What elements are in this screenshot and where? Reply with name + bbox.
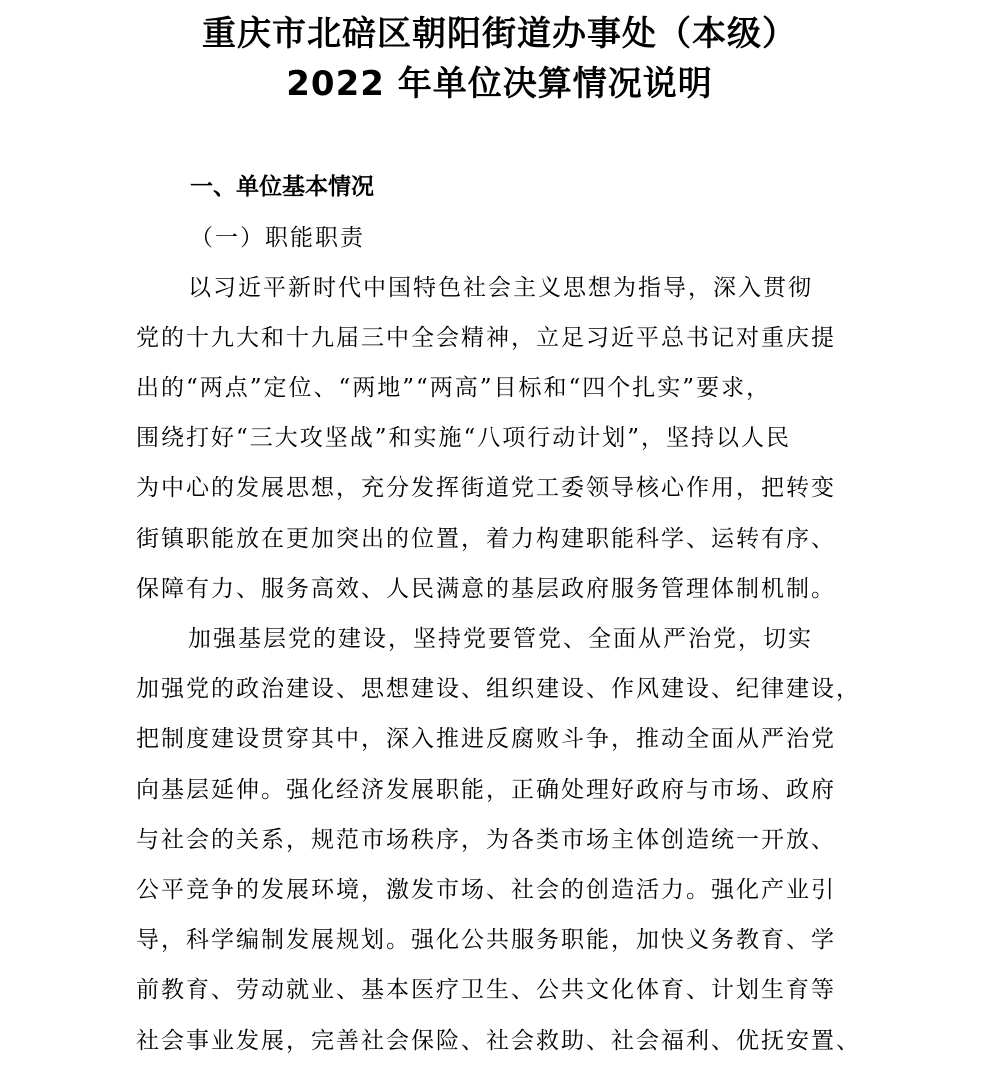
paragraph-line: 公平竞争的发展环境，激发市场、社会的创造活力。强化产业引	[136, 877, 836, 903]
paragraph-line: 导，科学编制发展规划。强化公共服务职能，加快义务教育、学	[136, 927, 836, 953]
paragraph-line: 前教育、劳动就业、基本医疗卫生、公共文化体育、计划生育等	[136, 977, 836, 1003]
section-heading-basic-info: 一、单位基本情况	[190, 174, 374, 200]
paragraph-line: 加强基层党的建设，坚持党要管党、全面从严治党，切实	[188, 626, 813, 652]
document-title-line-1: 重庆市北碚区朝阳街道办事处（本级）	[202, 14, 797, 54]
document-title-line-2: 2022 年单位决算情况说明	[286, 64, 713, 104]
paragraph-line: 与社会的关系，规范市场秩序，为各类市场主体创造统一开放、	[136, 827, 836, 853]
paragraph-line: 街镇职能放在更加突出的位置，着力构建职能科学、运转有序、	[136, 526, 836, 552]
paragraph-line: 社会事业发展，完善社会保险、社会救助、社会福利、优抚安置、	[136, 1028, 861, 1054]
paragraph-line: 把制度建设贯穿其中，深入推进反腐败斗争，推动全面从严治党	[136, 726, 836, 752]
paragraph-line: 加强党的政治建设、思想建设、组织建设、作风建设、纪律建设，	[136, 676, 861, 702]
paragraph-line: 围绕打好“三大攻坚战”和实施“八项行动计划”，坚持以人民	[136, 425, 792, 451]
paragraph-line: 为中心的发展思想，充分发挥街道党工委领导核心作用，把转变	[136, 475, 836, 501]
paragraph-line: 党的十九大和十九届三中全会精神，立足习近平总书记对重庆提	[136, 325, 836, 351]
subsection-heading-functions: （一）职能职责	[190, 225, 365, 251]
paragraph-line: 向基层延伸。强化经济发展职能，正确处理好政府与市场、政府	[136, 777, 836, 803]
paragraph-line: 保障有力、服务高效、人民满意的基层政府服务管理体制机制。	[136, 576, 836, 602]
paragraph-line: 出的“两点”定位、“两地”“两高”目标和“四个扎实”要求，	[136, 375, 772, 401]
paragraph-line: 以习近平新时代中国特色社会主义思想为指导，深入贯彻	[188, 275, 813, 301]
